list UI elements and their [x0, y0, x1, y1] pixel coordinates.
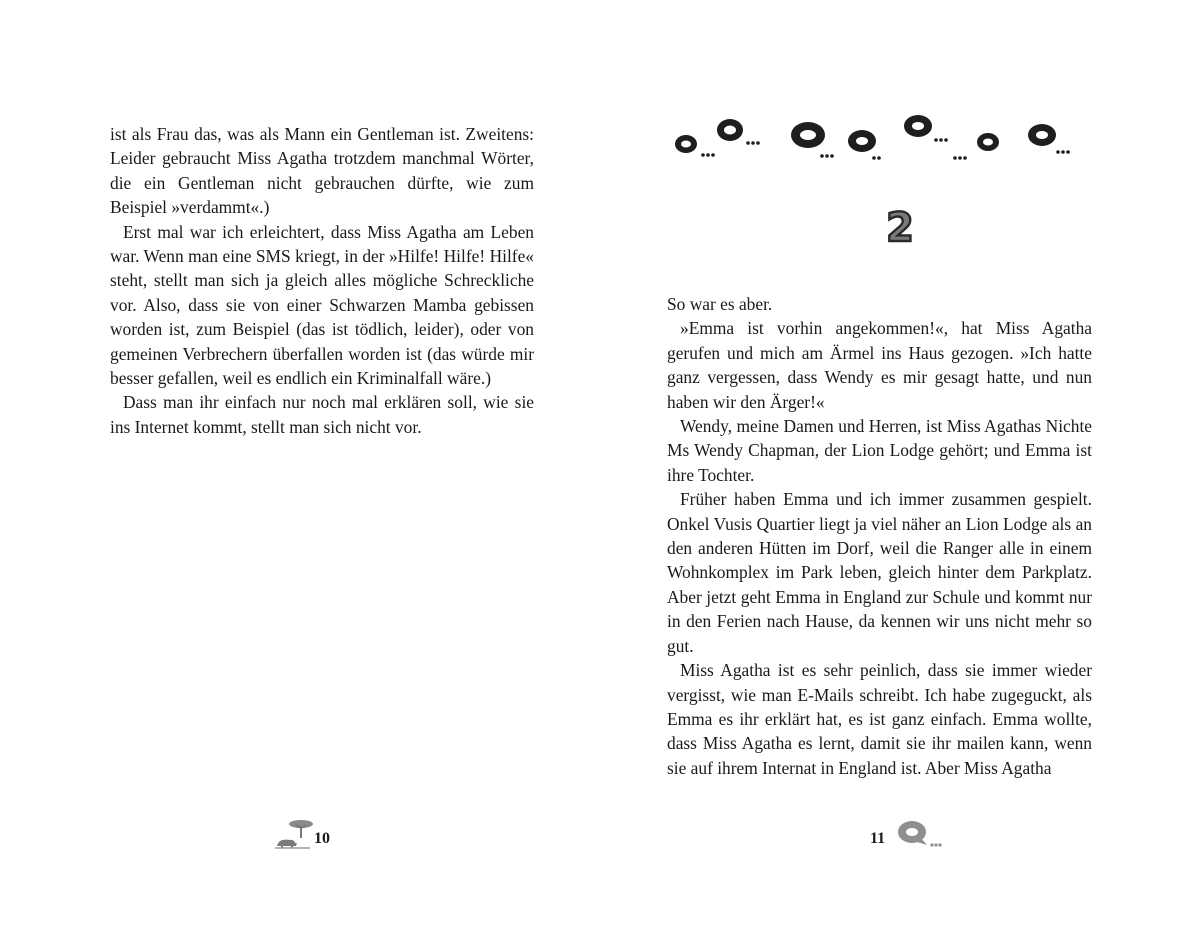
right-page-text [667, 292, 1092, 780]
page-number: 10 [314, 830, 330, 847]
acacia-tree-rhino-icon [274, 818, 314, 854]
chapter-number [600, 207, 1200, 252]
right-folio [866, 818, 956, 858]
paragraph: So war es aber. [667, 294, 773, 314]
chapter-number-text: 2 [886, 207, 914, 247]
left-folio [270, 818, 350, 858]
left-page-text [110, 122, 534, 439]
paragraph: Dass man ihr einfach nur noch mal erklären soll, wie sie ins Internet kommt, stellt man sich nicht vor. [110, 392, 534, 437]
paragraph: »Emma ist vorhin angekommen!«, hat Miss Agatha gerufen und mich am Ärmel ins Haus gezogen. »Ich hatte ganz vergessen, dass Wendy es mir gesagt hatte, und nun haben wir den Ärger!« [667, 318, 1092, 412]
page-number: 11 [870, 830, 886, 847]
chapter-number-glyph [883, 207, 917, 247]
paragraph: Erst mal war ich erleichtert, dass Miss Agatha am Leben war. Wenn man eine SMS kriegt, in der »Hilfe! Hilfe! Hilfe« steht, stellt man sich ja gleich alles mögliche Schreckliche vor. Also, dass sie von einer Schwarzen Mamba gebissen worden ist, zum Beispiel (das ist tödlich, leider), oder von gemeinen Verbrechern überfallen worden ist (das würde mir besser gefallen, weil es endlich ein Kriminalfall wäre.) [110, 221, 534, 389]
speech-bubble-ellipsis-icon [894, 818, 944, 852]
speech-bubbles-ornament-icon [672, 108, 1090, 172]
paragraph: Miss Agatha ist es sehr peinlich, dass sie immer wieder vergisst, wie man E-Mails schreibt. Ich habe zugeguckt, als Emma es ihr erklärt hat, es ist ganz einfach. Emma wollte, dass Miss Agatha es lernt, damit sie ihr mailen kann, wenn sie auf ihrem Internat in England ist. Aber Miss Agatha [667, 660, 1092, 778]
paragraph: Wendy, meine Damen und Herren, ist Miss Agathas Nichte Ms Wendy Chapman, der Lion Lodge gehört; und Emma ist ihre Tochter. [667, 416, 1092, 485]
paragraph: ist als Frau das, was als Mann ein Gentleman ist. Zweitens: Leider gebraucht Miss Agatha trotzdem manchmal Wörter, die ein Gentleman nicht gebrauchen dürfte, wie zum Beispiel »verdammt«.) [110, 124, 534, 218]
right-page [600, 0, 1200, 934]
paragraph: Früher haben Emma und ich immer zusammen gespielt. Onkel Vusis Quartier liegt ja viel näher an Lion Lodge als an den anderen Hütten im Dorf, weil die Ranger alle in einem Wohnkomplex im Park leben, gleich hinter dem Parkplatz. Aber jetzt geht Emma in England zur Schule und kommt nur in den Ferien nach Hause, da kennen wir uns nicht mehr so gut. [667, 489, 1092, 656]
